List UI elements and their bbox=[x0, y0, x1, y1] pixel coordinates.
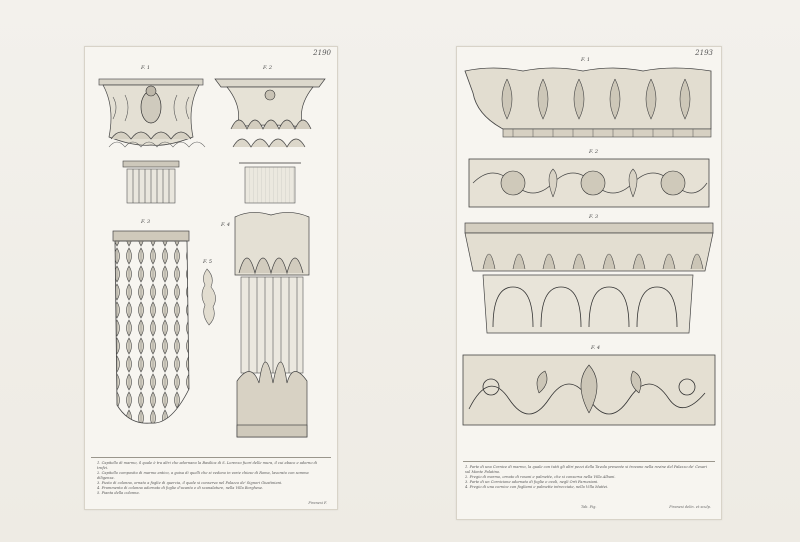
right-signature: Piranesi delin. et sculp. bbox=[669, 505, 711, 509]
corinthian-capital-engraving bbox=[213, 77, 327, 207]
right-caption-line-1: 1. Parte di una Cornice di marmo, la quale con tutti gli altri pezzi della Tavola presente si trovano nella rovine del Palazzo de' Cesari sul Monte Palatino. bbox=[465, 465, 707, 474]
rosette-frieze-engraving bbox=[467, 157, 711, 209]
left-caption bbox=[97, 461, 327, 501]
left-fig-label-2: F. 2 bbox=[263, 65, 273, 71]
acanthus-column-engraving bbox=[231, 211, 313, 443]
anthemion-cornice-engraving bbox=[463, 221, 715, 339]
scroll-frieze-engraving bbox=[461, 353, 717, 427]
right-plate-number: 2193 bbox=[695, 49, 713, 57]
left-plate bbox=[84, 46, 338, 510]
left-caption-line-4: 4. Frammento di colonna adornato di foglie d'acanto e di scanalature, nella Villa Borghese. bbox=[97, 486, 264, 490]
right-fig-label-1: F. 1 bbox=[581, 57, 591, 63]
cornice-engraving bbox=[463, 65, 715, 145]
left-fig-label-3: F. 3 bbox=[141, 219, 151, 225]
right-caption-line-4: 4. Fregio di una cornice con fogliami e palmette intrecciate, nella Villa Mattei. bbox=[465, 485, 609, 489]
right-fig-label-3: F. 3 bbox=[589, 214, 599, 220]
left-fig-label-5: F. 5 bbox=[203, 259, 213, 265]
right-caption-line-3: 3. Parte di un Cornicione adornato di foglie e ovoli, negli Orti Farnesiani. bbox=[465, 480, 599, 484]
left-plate-number: 2190 bbox=[313, 49, 331, 57]
right-fig-label-2: F. 2 bbox=[589, 149, 599, 155]
left-caption-line-5: 5. Pianta della colonna. bbox=[97, 491, 140, 495]
figural-capital-engraving bbox=[95, 77, 207, 207]
right-plate-label: Tab. Fig. bbox=[581, 505, 597, 509]
right-caption-line-2: 2. Fregio di marmo, ornato di rosoni e palmette, che si conserva nella Villa Albani. bbox=[465, 475, 616, 479]
left-plate-rule bbox=[91, 457, 331, 458]
fragment-plan-engraving bbox=[199, 267, 225, 327]
left-caption-line-3: 3. Fusto di colonna, ornato a foglie di quercia, il quale si conserva nel Palazzo de' Signori Giustiniani. bbox=[97, 481, 283, 485]
right-caption bbox=[465, 465, 713, 503]
right-plate-rule bbox=[463, 461, 715, 462]
right-fig-label-4: F. 4 bbox=[591, 345, 601, 351]
left-fig-label-1: F. 1 bbox=[141, 65, 151, 71]
right-plate bbox=[456, 46, 722, 520]
left-signature: Piranesi F. bbox=[308, 501, 327, 505]
left-fig-label-4: F. 4 bbox=[221, 222, 231, 228]
left-caption-line-1: 1. Capitello di marmo, il quale è tra altri che adornano la Basilica di S. Lorenzo fuori delle mura, il cui abaco e adorno di trofei. bbox=[97, 461, 318, 470]
leaf-shaft-engraving bbox=[111, 229, 191, 425]
left-caption-line-2: 2. Capitello composito di marmo antico, a guisa di quelli che si vedono in varie chiese di Roma, lavorato con somma diligenza. bbox=[97, 471, 309, 480]
